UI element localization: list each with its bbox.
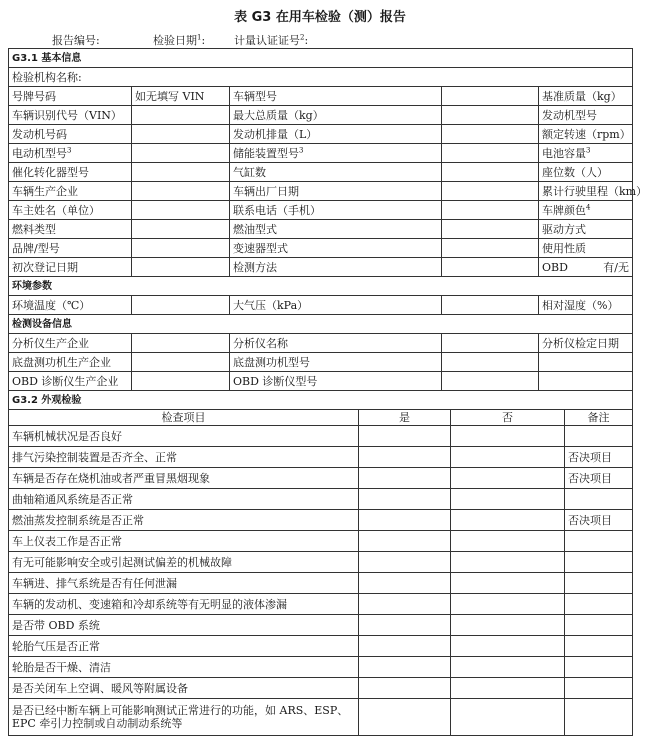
displacement-value[interactable]: [442, 125, 539, 144]
table-row: [9, 510, 633, 531]
engine-number-label: 发动机号码: [9, 125, 132, 144]
check-note: [565, 699, 633, 736]
catalyst-model-label: 催化转化器型号: [9, 163, 132, 182]
motor-model-label: 电动机型号$^3$: [9, 144, 132, 163]
certification-number-label: 计量认证证号$^2$:: [234, 33, 309, 47]
check-yes-cell[interactable]: [359, 489, 451, 510]
table-row: [9, 615, 633, 636]
check-note: [565, 489, 633, 510]
check-no-cell[interactable]: [451, 510, 565, 531]
check-yes-cell[interactable]: [359, 426, 451, 447]
check-item: 轮胎是否干燥、清洁: [9, 657, 359, 678]
temperature-value[interactable]: [132, 296, 230, 315]
registration-date-label: 初次登记日期: [9, 258, 132, 277]
check-note: [565, 615, 633, 636]
table-row: [9, 573, 633, 594]
check-note: [565, 594, 633, 615]
basic-info-table: [8, 48, 647, 410]
table-row: [9, 657, 633, 678]
fuel-supply-label: 燃油型式: [230, 220, 442, 239]
check-yes-cell[interactable]: [359, 594, 451, 615]
analyzer-calibration-label: 分析仪检定日期: [539, 334, 633, 353]
check-item: 车辆机械状况是否良好: [9, 426, 359, 447]
drive-type-label: 驱动方式: [539, 220, 633, 239]
transmission-value[interactable]: [442, 239, 539, 258]
table-row: [9, 489, 633, 510]
check-item: 轮胎气压是否正常: [9, 636, 359, 657]
dyno-maker-label: 底盘测功机生产企业: [9, 353, 132, 372]
battery-capacity-label: 电池容量$^3$: [539, 144, 633, 163]
brand-model-label: 品牌/型号: [9, 239, 132, 258]
vin-label: 车辆识别代号（VIN）: [9, 106, 132, 125]
check-note: 否决项目: [565, 447, 633, 468]
column-header-no: 否: [451, 410, 565, 426]
obd-tool-maker-value[interactable]: [132, 372, 230, 391]
check-yes-cell[interactable]: [359, 531, 451, 552]
seats-label: 座位数（人）: [539, 163, 633, 182]
check-item: 车上仪表工作是否正常: [9, 531, 359, 552]
blank-cell: [539, 372, 633, 391]
registration-date-value[interactable]: [132, 258, 230, 277]
dyno-model-label: 底盘测功机型号: [230, 353, 442, 372]
check-no-cell[interactable]: [451, 678, 565, 699]
check-item: 是否已经中断车辆上可能影响测试正常进行的功能，如 ARS、ESP、EPC 牵引力控制或自动制动系统等: [9, 699, 359, 736]
check-no-cell[interactable]: [451, 657, 565, 678]
check-note: [565, 531, 633, 552]
check-note: [565, 552, 633, 573]
check-no-cell[interactable]: [451, 531, 565, 552]
check-item: 曲轴箱通风系统是否正常: [9, 489, 359, 510]
report-title: 表 G3 在用车检验（测）报告: [234, 10, 406, 25]
table-row: [9, 636, 633, 657]
engine-number-value[interactable]: [132, 125, 230, 144]
owner-label: 车主姓名（单位）: [9, 201, 132, 220]
engine-model-label: 发动机型号: [539, 106, 633, 125]
check-item: 有无可能影响安全或引起测试偏差的机械故障: [9, 552, 359, 573]
production-date-value[interactable]: [442, 182, 539, 201]
max-mass-value[interactable]: [442, 106, 539, 125]
obd-tool-model-value[interactable]: [442, 372, 539, 391]
blank-cell: [539, 353, 633, 372]
column-header-item: 检查项目: [9, 410, 359, 426]
check-yes-cell[interactable]: [359, 615, 451, 636]
table-row: [9, 531, 633, 552]
displacement-label: 发动机排量（L）: [230, 125, 442, 144]
check-yes-cell[interactable]: [359, 447, 451, 468]
check-item: 排气污染控制装置是否齐全、正常: [9, 447, 359, 468]
vin-value[interactable]: [132, 106, 230, 125]
analyzer-maker-label: 分析仪生产企业: [9, 334, 132, 353]
odometer-label: 累计行驶里程（km）: [539, 182, 633, 201]
check-yes-cell[interactable]: [359, 657, 451, 678]
manufacturer-value[interactable]: [132, 182, 230, 201]
check-note: [565, 426, 633, 447]
test-method-value[interactable]: [442, 258, 539, 277]
check-yes-cell[interactable]: [359, 636, 451, 657]
table-row: [9, 426, 633, 447]
check-item: 车辆进、排气系统是否有任何泄漏: [9, 573, 359, 594]
check-no-cell[interactable]: [451, 699, 565, 736]
report-number-label: 报告编号:: [52, 34, 100, 47]
check-no-cell[interactable]: [451, 594, 565, 615]
max-mass-label: 最大总质量（kg）: [230, 106, 442, 125]
pressure-label: 大气压（kPa）: [230, 296, 442, 315]
table-row: [9, 552, 633, 573]
visual-inspection-table: [8, 409, 633, 736]
check-note: [565, 678, 633, 699]
pressure-value[interactable]: [442, 296, 539, 315]
section-visual-inspection: G3.2 外观检验: [9, 391, 633, 410]
check-item: 是否关闭车上空调、暖风等附属设备: [9, 678, 359, 699]
obd-tool-model-label: OBD 诊断仪型号: [230, 372, 442, 391]
plate-number-note[interactable]: 如无填写 VIN: [132, 87, 230, 106]
storage-model-value[interactable]: [442, 144, 539, 163]
plate-color-label: 车牌颜色$^4$: [539, 201, 633, 220]
obd-label: OBD 有/无: [539, 258, 633, 277]
fuel-type-value[interactable]: [132, 220, 230, 239]
phone-value[interactable]: [442, 201, 539, 220]
check-no-cell[interactable]: [451, 489, 565, 510]
owner-value[interactable]: [132, 201, 230, 220]
check-item: 是否带 OBD 系统: [9, 615, 359, 636]
rated-speed-label: 额定转速（rpm）: [539, 125, 633, 144]
temperature-label: 环境温度（℃）: [9, 296, 132, 315]
fuel-supply-value[interactable]: [442, 220, 539, 239]
section-equipment: 检测设备信息: [9, 315, 633, 334]
vehicle-model-label: 车辆型号: [230, 87, 442, 106]
brand-model-value[interactable]: [132, 239, 230, 258]
analyzer-maker-value[interactable]: [132, 334, 230, 353]
check-item: 燃油蒸发控制系统是否正常: [9, 510, 359, 531]
reference-mass-label: 基准质量（kg）: [539, 87, 633, 106]
dyno-model-value[interactable]: [442, 353, 539, 372]
catalyst-model-value[interactable]: [132, 163, 230, 182]
check-yes-cell[interactable]: [359, 678, 451, 699]
check-no-cell[interactable]: [451, 636, 565, 657]
check-item: 车辆的发动机、变速箱和冷却系统等有无明显的液体渗漏: [9, 594, 359, 615]
table-row: [9, 447, 633, 468]
usage-label: 使用性质: [539, 239, 633, 258]
check-no-cell[interactable]: [451, 552, 565, 573]
table-row: [9, 468, 633, 489]
check-yes-cell[interactable]: [359, 699, 451, 736]
transmission-label: 变速器型式: [230, 239, 442, 258]
table-row: [9, 699, 633, 736]
check-yes-cell[interactable]: [359, 573, 451, 594]
dyno-maker-value[interactable]: [132, 353, 230, 372]
table-row: [9, 594, 633, 615]
check-yes-cell[interactable]: [359, 552, 451, 573]
test-method-label: 检测方法: [230, 258, 442, 277]
manufacturer-label: 车辆生产企业: [9, 182, 132, 201]
test-date-label: 检验日期$^1$:: [153, 33, 206, 47]
check-note: 否决项目: [565, 510, 633, 531]
check-note: [565, 636, 633, 657]
check-note: [565, 657, 633, 678]
table-row: [9, 678, 633, 699]
plate-number-label: 号牌号码: [9, 87, 132, 106]
obd-tool-maker-label: OBD 诊断仪生产企业: [9, 372, 132, 391]
cylinders-label: 气缸数: [230, 163, 442, 182]
check-yes-cell[interactable]: [359, 468, 451, 489]
column-header-note: 备注: [565, 410, 633, 426]
check-no-cell[interactable]: [451, 468, 565, 489]
check-no-cell[interactable]: [451, 615, 565, 636]
check-no-cell[interactable]: [451, 447, 565, 468]
check-note: [565, 573, 633, 594]
column-header-yes: 是: [359, 410, 451, 426]
storage-model-label: 储能装置型号$^3$: [230, 144, 442, 163]
humidity-label: 相对湿度（%）: [539, 296, 633, 315]
test-org-field[interactable]: 检验机构名称:: [9, 68, 633, 87]
check-note: 否决项目: [565, 468, 633, 489]
check-yes-cell[interactable]: [359, 510, 451, 531]
vehicle-model-value[interactable]: [442, 87, 539, 106]
phone-label: 联系电话（手机）: [230, 201, 442, 220]
analyzer-name-value[interactable]: [442, 334, 539, 353]
fuel-type-label: 燃料类型: [9, 220, 132, 239]
section-environment: 环境参数: [9, 277, 633, 296]
production-date-label: 车辆出厂日期: [230, 182, 442, 201]
analyzer-name-label: 分析仪名称: [230, 334, 442, 353]
obd-value[interactable]: 有/无: [603, 260, 629, 274]
check-item: 车辆是否存在烧机油或者严重冒黑烟现象: [9, 468, 359, 489]
cylinders-value[interactable]: [442, 163, 539, 182]
section-basic-info: G3.1 基本信息: [9, 49, 633, 68]
check-no-cell[interactable]: [451, 573, 565, 594]
motor-model-value[interactable]: [132, 144, 230, 163]
check-no-cell[interactable]: [451, 426, 565, 447]
